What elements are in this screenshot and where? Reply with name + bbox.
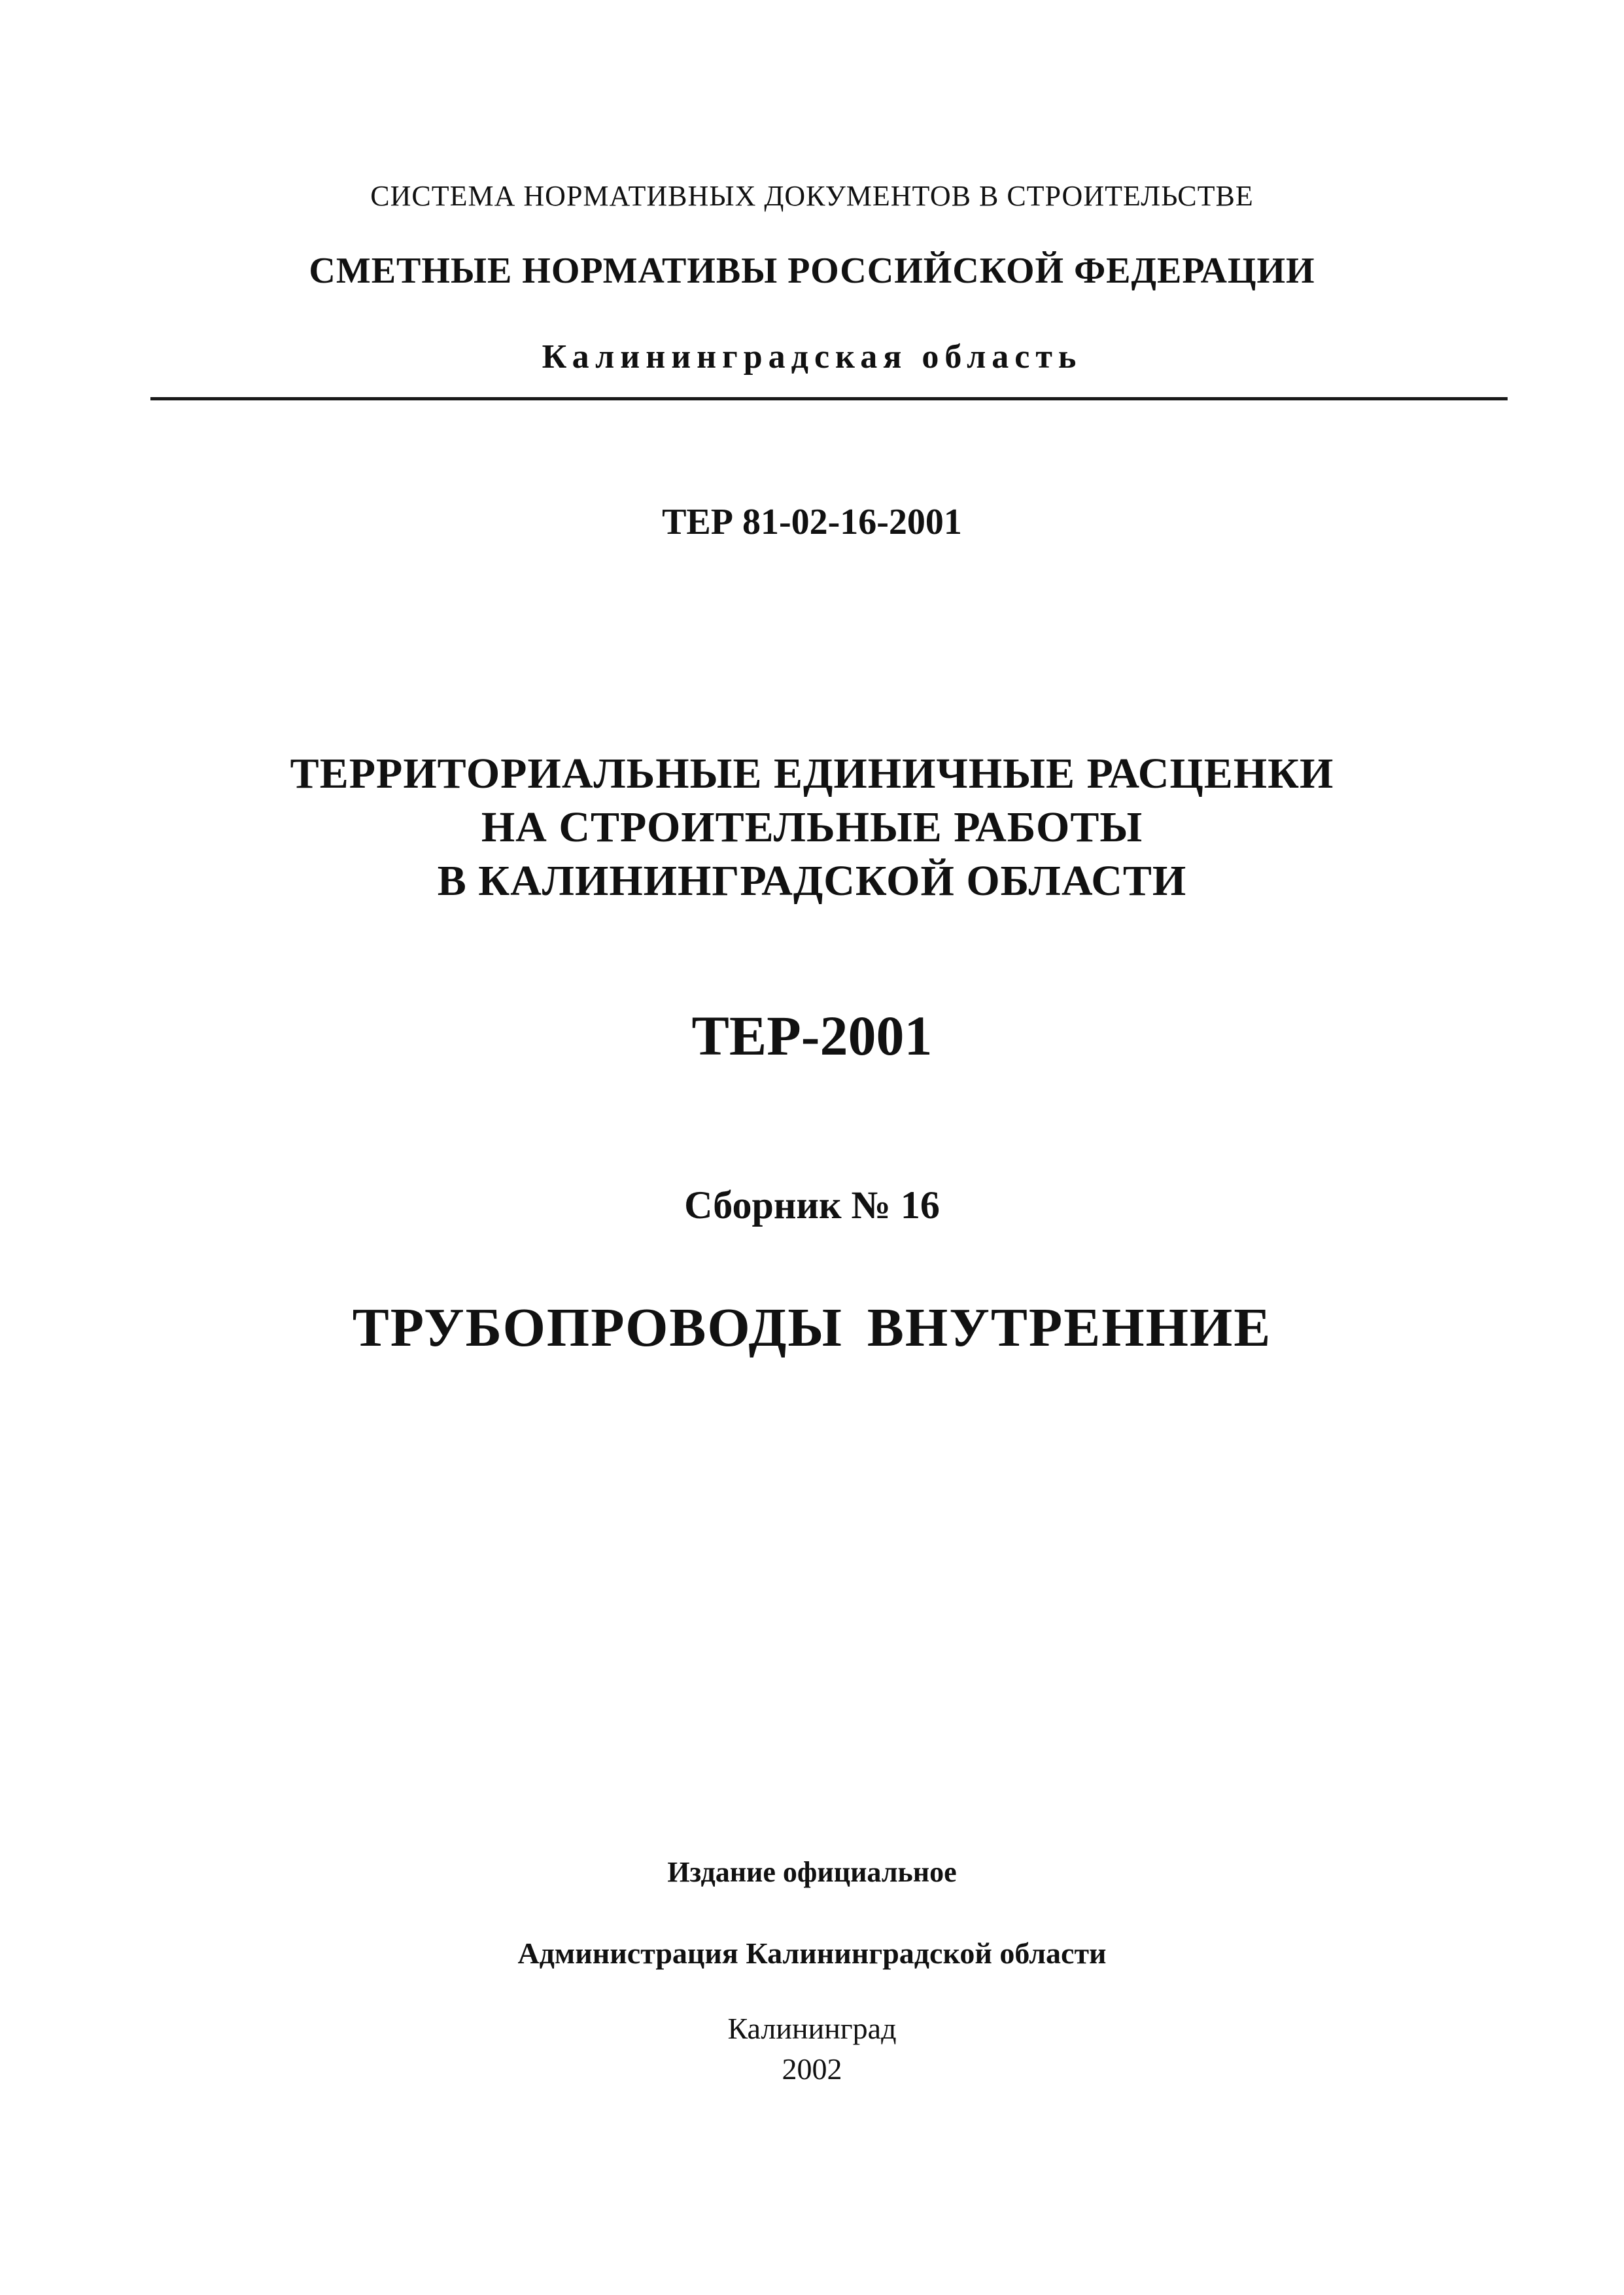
publisher-label: Администрация Калининградской области <box>517 1936 1107 1970</box>
collection-number: Сборник № 16 <box>684 1183 940 1227</box>
edition-label: Издание официальное <box>667 1856 957 1888</box>
document-title-line-1: ТЕРРИТОРИАЛЬНЫЕ ЕДИНИЧНЫЕ РАСЦЕНКИ <box>290 750 1334 797</box>
header-divider <box>150 397 1508 400</box>
short-code: ТЕР-2001 <box>691 1004 933 1067</box>
document-code: ТЕР 81-02-16-2001 <box>662 502 962 542</box>
city-label: Калининград <box>727 2012 897 2045</box>
collection-title: ТРУБОПРОВОДЫ ВНУТРЕННИЕ <box>352 1297 1272 1358</box>
document-title-line-3: В КАЛИНИНГРАДСКОЙ ОБЛАСТИ <box>437 857 1187 905</box>
year-label: 2002 <box>782 2052 842 2086</box>
system-heading: СИСТЕМА НОРМАТИВНЫХ ДОКУМЕНТОВ В СТРОИТЕЛЬСТВЕ <box>370 180 1254 212</box>
norms-heading: СМЕТНЫЕ НОРМАТИВЫ РОССИЙСКОЙ ФЕДЕРАЦИИ <box>309 251 1315 291</box>
document-title-line-2: НА СТРОИТЕЛЬНЫЕ РАБОТЫ <box>481 803 1143 851</box>
region-heading: Калининградская область <box>542 338 1082 376</box>
